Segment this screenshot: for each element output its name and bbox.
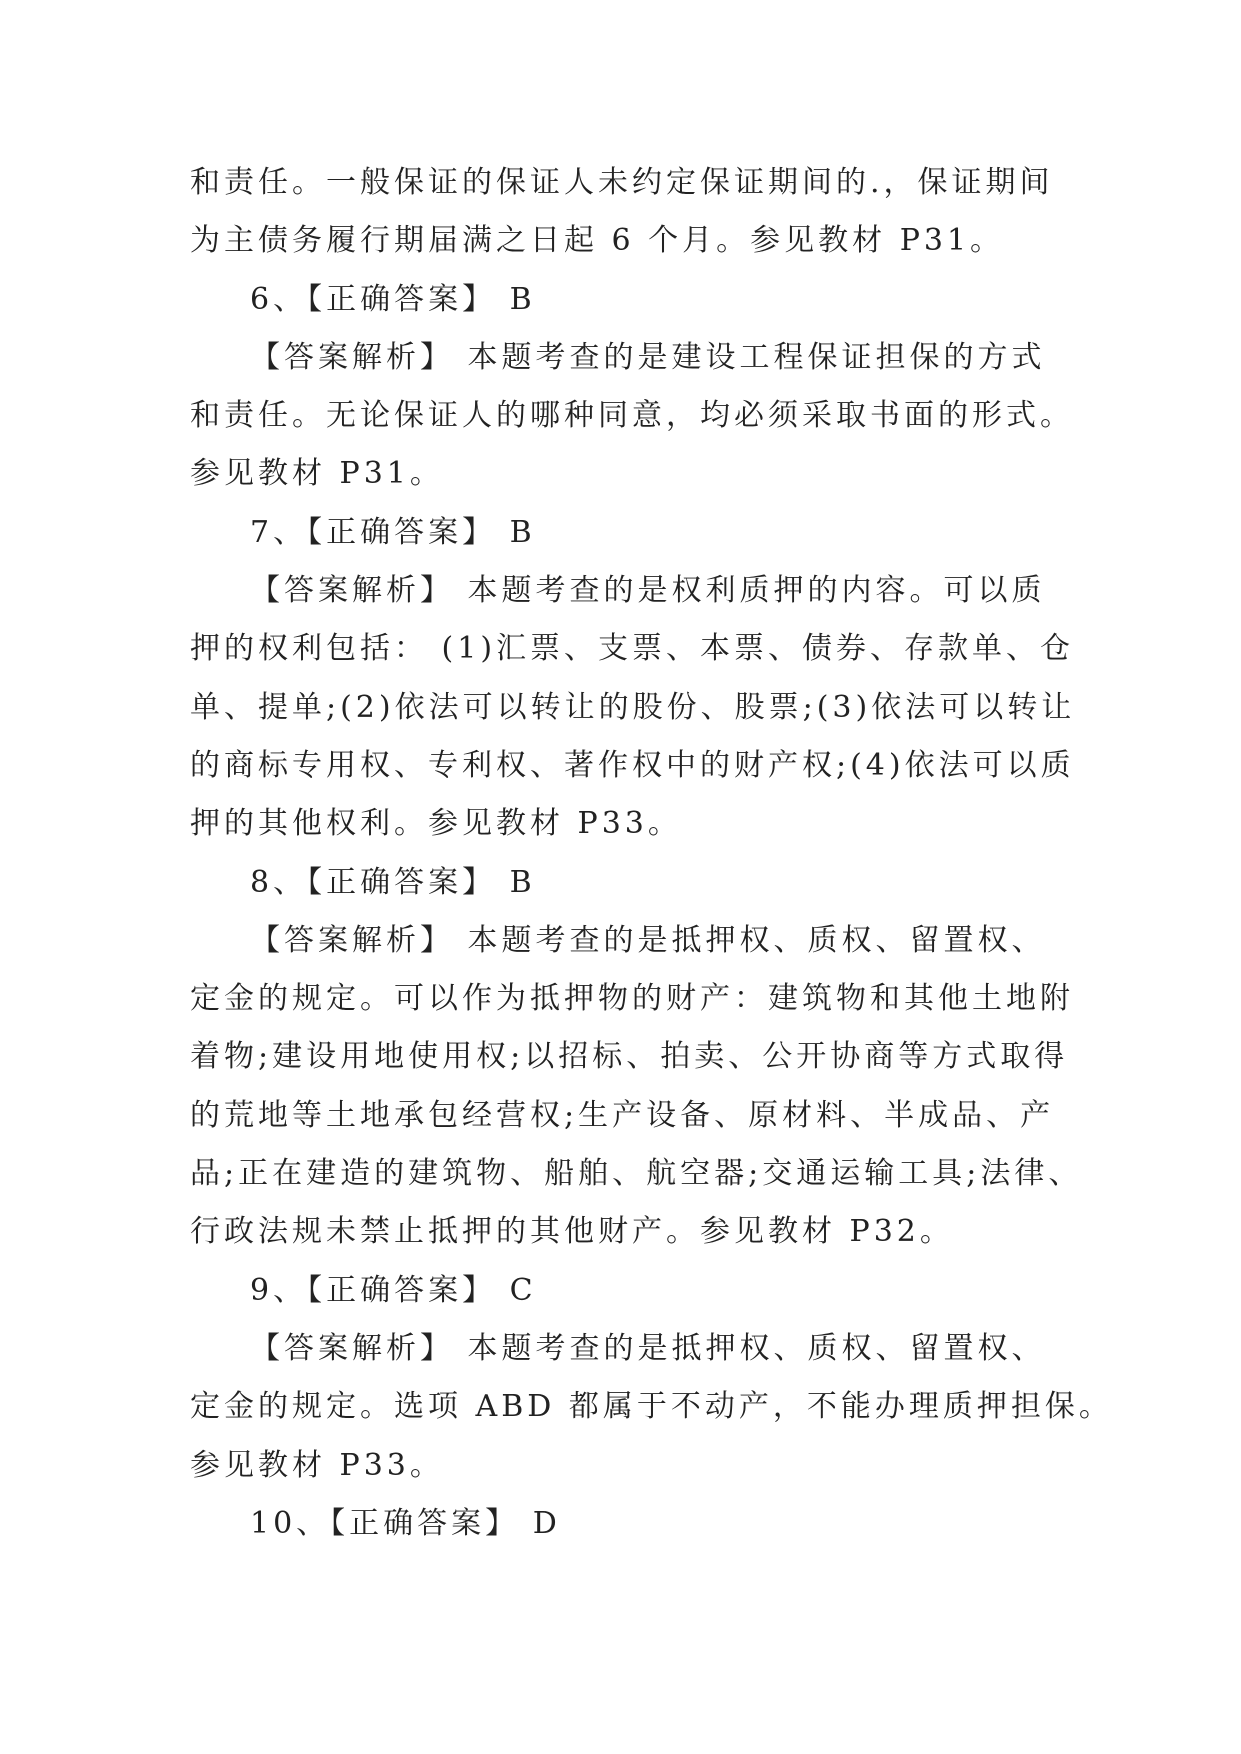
text-line: 的荒地等土地承包经营权;生产设备、原材料、半成品、产 [190, 1097, 1055, 1133]
text-line: 的商标专用权、专利权、著作权中的财产权;(4)依法可以质 [190, 747, 1075, 783]
text-line: 单、提单;(2)依法可以转让的股份、股票;(3)依法可以转让 [190, 689, 1076, 725]
text-line: 定金的规定。可以作为抵押物的财产：建筑物和其他土地附 [190, 981, 1074, 1017]
answer-heading-10: 10、【正确答案】 D [250, 1505, 561, 1541]
text-line: 品;正在建造的建筑物、船舶、航空器;交通运输工具;法律、 [190, 1156, 1083, 1192]
text-line: 和责任。一般保证的保证人未约定保证期间的.，保证期间 [190, 165, 1054, 200]
answer-analysis-6: 【答案解析】 本题考查的是建设工程保证担保的方式 [250, 339, 1046, 375]
document-body [190, 154, 1113, 1553]
answer-heading-6: 6、【正确答案】 B [250, 281, 536, 317]
text-line: 行政法规未禁止抵押的其他财产。参见教材 P32。 [190, 1214, 954, 1250]
answer-heading-9: 9、【正确答案】 C [250, 1272, 537, 1308]
text-line: 押的权利包括： (1)汇票、支票、本票、债券、存款单、仓 [190, 631, 1075, 667]
answer-analysis-7: 【答案解析】 本题考查的是权利质押的内容。可以质 [250, 573, 1046, 609]
answer-analysis-9: 【答案解析】 本题考查的是抵押权、质权、留置权、 [250, 1330, 1046, 1366]
text-line: 着物;建设用地使用权;以招标、拍卖、公开协商等方式取得 [190, 1039, 1069, 1075]
text-line: 参见教材 P31。 [190, 456, 444, 492]
text-line: 定金的规定。选项 ABD 都属于不动产，不能办理质押担保。 [190, 1389, 1113, 1425]
text-line: 为主债务履行期届满之日起 6 个月。参见教材 P31。 [190, 223, 1005, 259]
answer-analysis-8: 【答案解析】 本题考查的是抵押权、质权、留置权、 [250, 922, 1046, 958]
answer-heading-8: 8、【正确答案】 B [250, 864, 536, 900]
text-line: 押的其他权利。参见教材 P33。 [190, 806, 682, 842]
text-line: 和责任。无论保证人的哪种同意，均必须采取书面的形式。 [190, 398, 1074, 434]
text-line: 参见教材 P33。 [190, 1447, 444, 1483]
answer-heading-7: 7、【正确答案】 B [250, 514, 536, 550]
